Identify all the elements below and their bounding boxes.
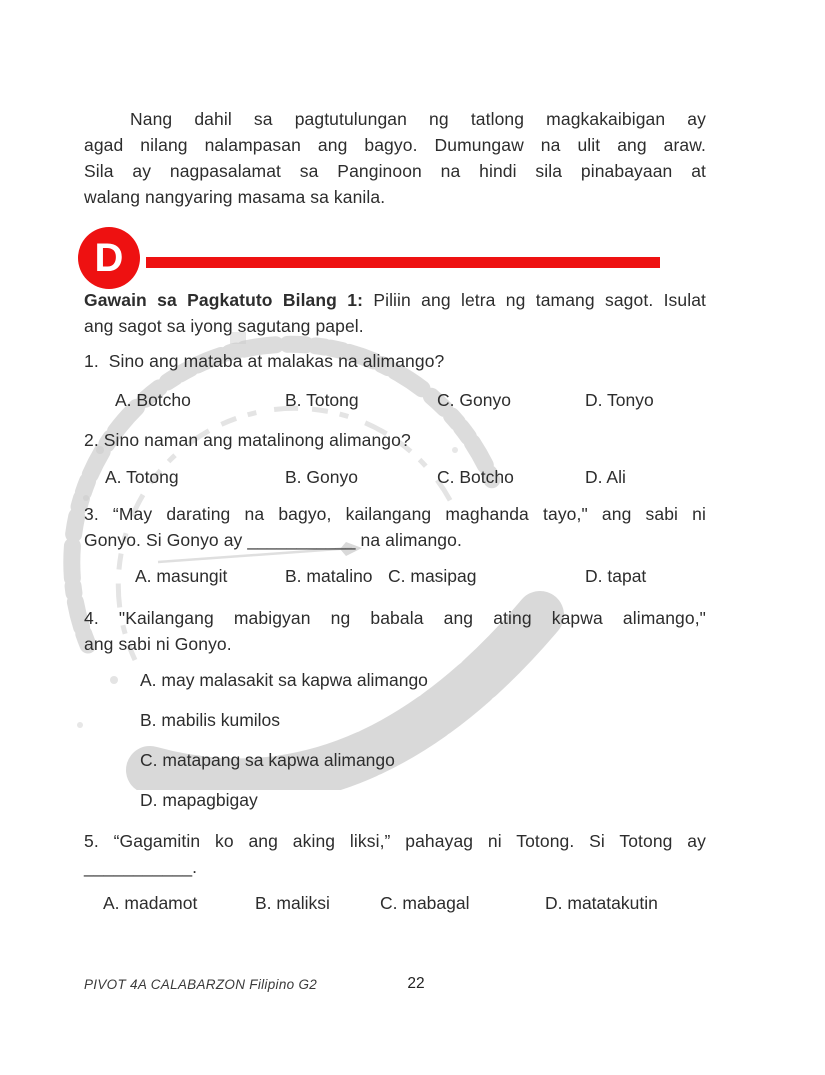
question-3 [84,501,706,553]
q1-option-c: C. Gonyo [437,390,511,410]
q5-option-a: A. madamot [103,893,198,913]
q4-line2: ang sabi ni Gonyo. [84,634,232,654]
q2-option-a: A. Totong [105,467,179,487]
activity-instruction-line2: ang sagot sa iyong sagutang papel. [84,316,364,336]
q4-option-a: A. may malasakit sa kapwa alimango [140,670,428,690]
activity-instructions [84,287,706,339]
q1-option-b: B. Totong [285,390,359,410]
q5-option-d: D. matatakutin [545,893,658,913]
q5-line2: ___________. [84,857,198,877]
question-4 [84,605,706,657]
question-5 [84,828,706,880]
question-1: 1. Sino ang mataba at malakas na alimango? [84,351,445,371]
q3-option-a: A. masungit [135,566,228,586]
intro-line: agad nilang nalampasan ang bagyo. Dumungaw na ulit ang araw. [84,135,706,155]
question-5-options [84,893,764,919]
question-2: 2. Sino naman ang matalinong alimango? [84,430,411,450]
question-3-options [84,566,764,592]
q3-option-b: B. matalino [285,566,373,586]
q4-option-d: D. mapagbigay [140,790,258,810]
q2-option-c: C. Botcho [437,467,514,487]
section-d-badge: D [78,227,140,289]
q2-option-d: D. Ali [585,467,626,487]
question-4-options-d [84,790,764,816]
q3-option-d: D. tapat [585,566,647,586]
question-4-options-c [84,750,764,776]
q3-line2: Gonyo. Si Gonyo ay ___________ na alimango. [84,530,462,550]
activity-title: Gawain sa Pagkatuto Bilang 1: [84,290,364,310]
intro-line: walang nangyaring masama sa kanila. [84,187,386,207]
q5-option-c: C. mabagal [380,893,470,913]
q4-option-b: B. mabilis kumilos [140,710,281,730]
question-4-options-a [84,670,764,696]
q3-option-c: C. masipag [388,566,477,586]
q4-line1: 4. "Kailangang mabigyan ng babala ang ating kapwa alimango," [84,608,706,628]
question-2-options [84,467,764,493]
q1-option-d: D. Tonyo [585,390,654,410]
question-4-options-b [84,710,764,736]
q5-line1: 5. “Gagamitin ko ang aking liksi,” pahayag ni Totong. Si Totong ay [84,831,706,851]
activity-instruction-rest: Piliin ang letra ng tamang sagot. Isulat [373,290,706,310]
footer-book-title: PIVOT 4A CALABARZON Filipino G2 [84,977,318,992]
q2-option-b: B. Gonyo [285,467,358,487]
q5-option-b: B. maliksi [255,893,330,913]
intro-line: Nang dahil sa pagtutulungan ng tatlong magkakaibigan ay [130,109,706,129]
question-1-options [84,390,764,416]
intro-line: Sila ay nagpasalamat sa Panginoon na hindi sila pinabayaan at [84,161,706,181]
q1-option-a: A. Botcho [115,390,191,410]
q4-option-c: C. matapang sa kapwa alimango [140,750,395,770]
q3-line1: 3. “May darating na bagyo, kailangang maghanda tayo," ang sabi ni [84,504,706,524]
intro-paragraph [84,106,706,210]
section-divider-bar [146,257,660,268]
footer-page-number: 22 [407,975,425,992]
